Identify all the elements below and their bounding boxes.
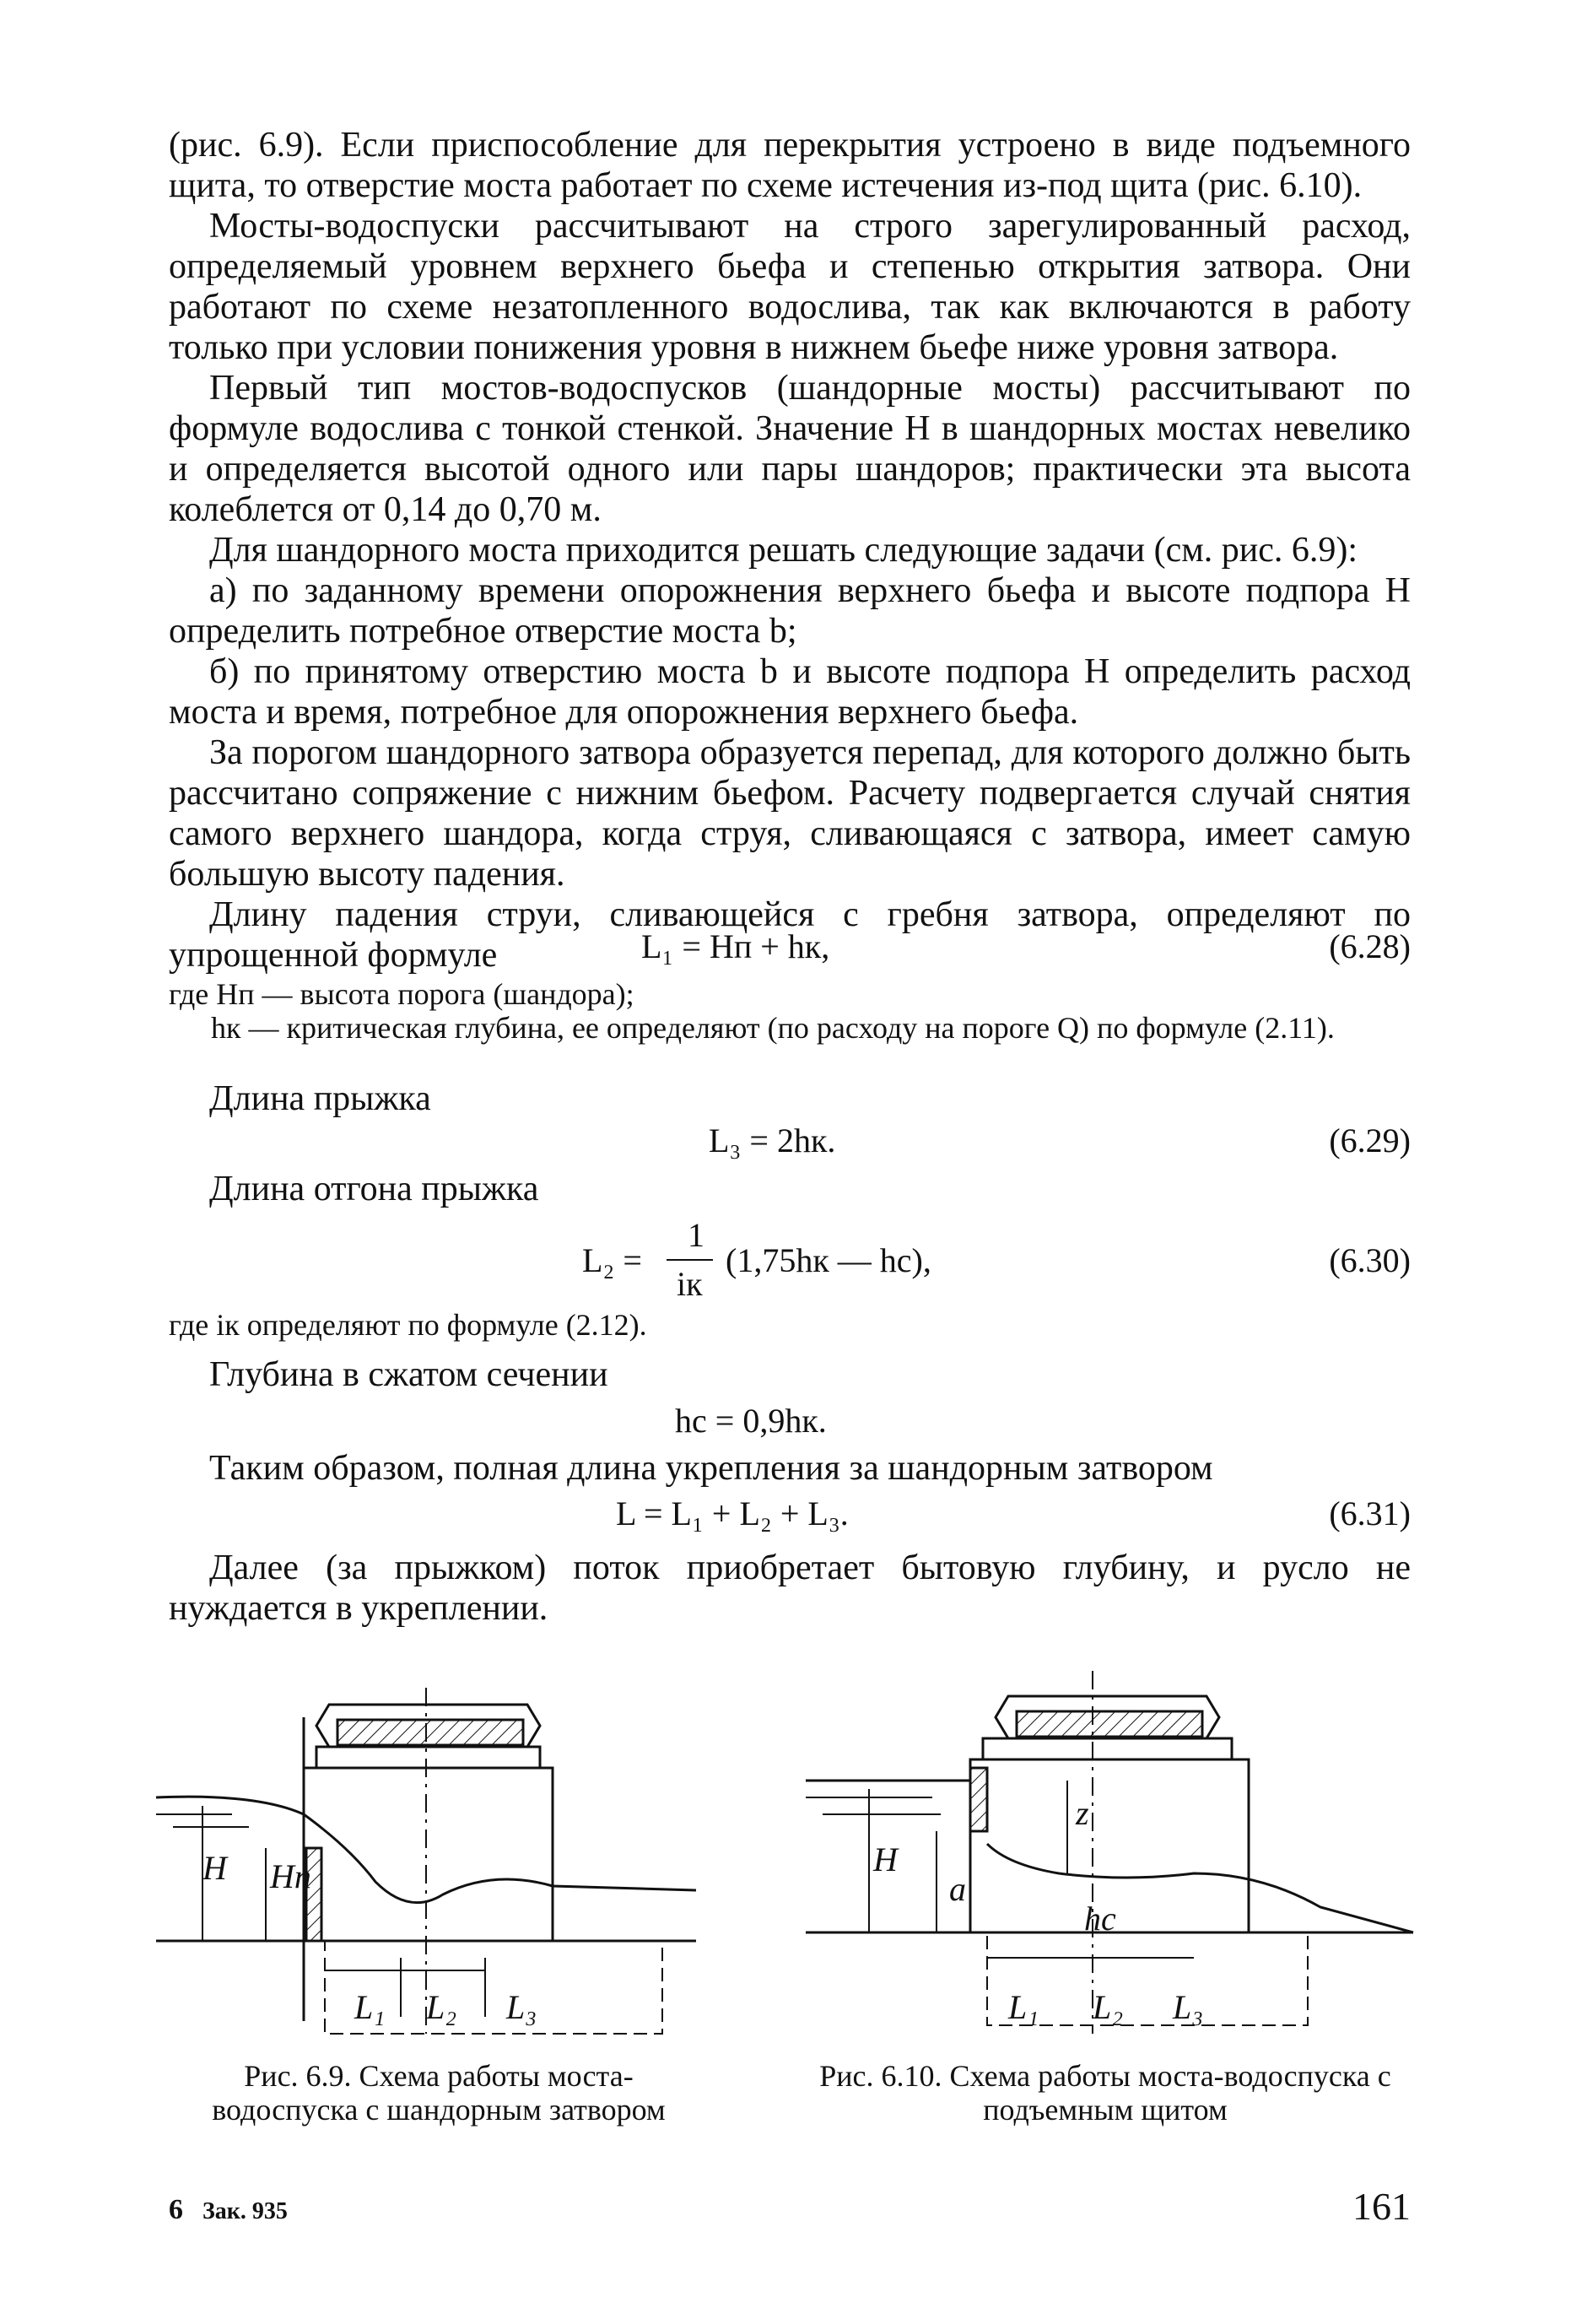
total-text: Таким образом, полная длина укрепления за шандорным затвором [209,1449,1213,1488]
formula-6-31 [169,1494,1411,1536]
paragraph-6: Длину падения струи, сливающейся с гребня затвора, определяют по упрощенной формуле [169,895,1411,975]
deck-hatch [1017,1711,1202,1737]
formula-rhs: (1,75hк — hс), [726,1241,931,1279]
where-ik: где iк определяют по формуле (2.12). [169,1308,647,1342]
lift-gate [970,1768,987,1831]
fig1-label-L1: L₁ [354,1988,386,2026]
page-number: 161 [1352,2185,1411,2228]
formula-6-28 [169,927,1411,969]
order-number: Зак. 935 [202,2198,288,2224]
formula-hc [169,1401,1411,1443]
deck-hatch [337,1720,523,1745]
paragraph-task-b: б) по принятому отверстию моста b и высоте подпора H определить расход моста и время, потребное для опорожнения верхнего бьефа. [169,652,1411,732]
signature-number: 6 [169,2194,183,2225]
formula-number: (6.29) [1329,1121,1411,1159]
final-paragraph: Далее (за прыжком) поток приобретает бытовую глубину, и русло не нуждается в укреплении. [169,1548,1411,1628]
deck-base [316,1747,540,1768]
fig2-label-L3: L₃ [1173,1988,1204,2026]
fig1-label-Hp: Hп [270,1857,311,1895]
paragraph-2: Мосты-водоспуски рассчитывают на строго зарегулированный расход, определяемый уровнем верхнего бьефа и степенью открытия затвора. Они работают по схеме незатопленного водослива, так как включаются в работу только при условии понижения уровня в нижнем бьефе ниже уровня затвора. [169,207,1411,367]
formula-6-29 [169,1121,1411,1163]
formula-text: hс = 0,9hк. [675,1402,827,1440]
bridge-pier [304,1768,553,1941]
deck-base [983,1738,1232,1759]
fraction-numerator: 1 [688,1216,704,1254]
fig2-label-H: H [873,1840,898,1878]
formula-number: (6.28) [1329,927,1411,965]
formula-lhs: L₂ = [582,1241,642,1279]
where-hk: hк — критическая глубина, ее определяют (по расходу на пороге Q) по формуле (2.11). [211,1011,1335,1045]
formula-text: L = L₁ + L₂ + L₃. [616,1494,849,1532]
fig1-caption: Рис. 6.9. Схема работы моста-водоспуска с шандорным затвором [212,2059,666,2127]
paragraph-task-a: а) по заданному времени опорожнения верхнего бьефа и высоте подпора H определить потребное отверстие моста b; [169,571,1411,651]
jump-length-label: Длина прыжка [209,1079,431,1118]
fig2-label-L2: L₂ [1093,1988,1124,2026]
where-hp: где Hп — высота порога (шандора); [169,977,634,1011]
paragraph-1: (рис. 6.9). Если приспособление для перекрытия устроено в виде подъемного щита, то отверстие моста работает по схеме истечения из-под щита (рис. 6.10). [169,126,1411,205]
fig2-label-a: a [949,1870,966,1908]
formula-number: (6.31) [1329,1494,1411,1532]
fig2-label-hc: hс [1084,1900,1116,1938]
formula-text: L₃ = 2hк. [709,1121,836,1159]
paragraph-3: Первый тип мостов-водоспусков (шандорные мосты) рассчитывают по формуле водослива с тонкой стенкой. Значение H в шандорных мостах невелико и определяется высотой одного или пары шандоров; практически эта высота колеблется от 0,14 до 0,70 м. [169,369,1411,529]
formula-text: L₁ = Hп + hк, [641,927,830,965]
fig2-label-z: z [1076,1794,1089,1832]
fraction-bar [667,1259,713,1261]
fraction-denominator: iк [677,1265,703,1303]
fig2-label-L1: L₁ [1008,1988,1039,2026]
paragraph-5: За порогом шандорного затвора образуется перепад, для которого должно быть рассчитано сопряжение с нижним бьефом. Расчету подвергается случай снятия самого верхнего шандора, когда струя, сливающаяся с затвора, имеет самую большую высоту падения. [169,733,1411,894]
drive-length-label: Длина отгона прыжка [209,1170,539,1208]
where-block [169,977,1411,1045]
final-paragraph-wrap [169,1548,1411,1629]
formula-number: (6.30) [1329,1241,1411,1279]
fig1-label-H: H [202,1849,227,1887]
fig1-label-L3: L₃ [506,1988,537,2026]
depth-label: Глубина в сжатом сечении [209,1355,608,1394]
paragraph-4: Для шандорного моста приходится решать следующие задачи (см. рис. 6.9): [209,531,1358,570]
fig1-label-L2: L₂ [426,1988,457,2026]
body-text [169,125,1411,976]
fig2-caption: Рис. 6.10. Схема работы моста-водоспуска с подъемным щитом [819,2059,1391,2127]
formula-6-30 [169,1215,1411,1308]
